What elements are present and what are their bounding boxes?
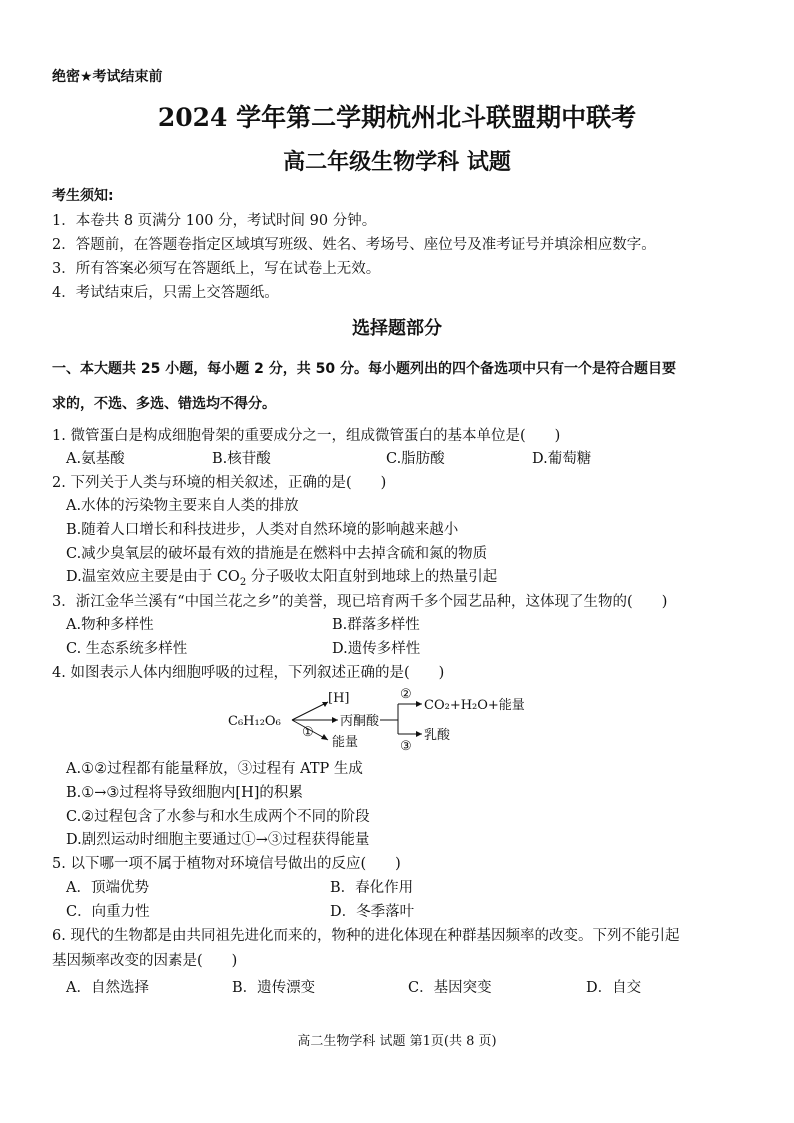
aerobic-product-label: CO₂+H₂O+能量 — [424, 698, 525, 713]
q3-option-d: D.遗传多样性 — [332, 641, 421, 657]
notice-item: 1．本卷共 8 页满分 100 分，考试时间 90 分钟。 — [52, 213, 377, 229]
q5-option-d: D．冬季落叶 — [330, 904, 415, 920]
q5-option-b: B．春化作用 — [330, 880, 414, 896]
h-label: [H] — [328, 691, 350, 706]
arrowhead — [416, 701, 422, 707]
q3-option-b: B.群落多样性 — [332, 617, 420, 633]
pyruvate-label: 丙酮酸 — [340, 714, 380, 729]
q5-option-c: C．向重力性 — [66, 904, 150, 920]
process-1-label: ① — [302, 725, 314, 740]
q2-option-a: A.水体的污染物主要来自人类的排放 — [66, 498, 299, 514]
process-3-label: ③ — [400, 739, 412, 752]
q2-option-b: B.随着人口增长和科技进步，人类对自然环境的影响越来越小 — [66, 522, 459, 538]
notice-heading: 考生须知: — [52, 188, 114, 204]
question-2-stem: 2. 下列关于人类与环境的相关叙述，正确的是( ) — [52, 475, 387, 491]
process-2-label: ② — [400, 688, 412, 702]
notice-item: 3．所有答案必须写在答题纸上，写在试卷上无效。 — [52, 261, 381, 277]
q6-option-b: B．遗传漂变 — [232, 980, 316, 996]
question-4-stem: 4. 如图表示人体内细胞呼吸的过程，下列叙述正确的是( ) — [52, 665, 445, 681]
respiration-diagram — [228, 688, 568, 752]
q6-option-c: C．基因突变 — [408, 980, 492, 996]
question-6-stem: 6. 现代的生物都是由共同祖先进化而来的，物种的进化体现在种群基因频率的改变。下列不能引起 — [52, 928, 680, 944]
arrowhead — [332, 717, 338, 723]
q1-option-b: B.核苷酸 — [212, 451, 271, 467]
arrow-to-h — [292, 702, 328, 720]
arrowhead — [416, 731, 422, 737]
q3-option-a: A.物种多样性 — [66, 617, 154, 633]
q4-option-c: C.②过程包含了水参与和水生成两个不同的阶段 — [66, 809, 370, 825]
section-instruction: 一、本大题共 25 小题，每小题 2 分，共 50 分。每小题列出的四个备选项中只有一个是符合题目要 — [52, 361, 676, 377]
glucose-label: C₆H₁₂O₆ — [228, 714, 281, 729]
notice-item: 2．答题前，在答题卷指定区域填写班级、姓名、考场号、座位号及准考证号并填涂相应数字。 — [52, 237, 656, 253]
exam-title: 2024 学年第二学期杭州北斗联盟期中联考 — [157, 103, 637, 132]
section-instruction: 求的，不选、多选、错选均不得分。 — [52, 396, 276, 412]
question-3-stem: 3．浙江金华兰溪有“中国兰花之乡”的美誉，现已培育两千多个园艺品种，这体现了生物的( ) — [52, 594, 668, 610]
notice-item: 4．考试结束后，只需上交答题纸。 — [52, 285, 279, 301]
question-1-stem: 1. 微管蛋白是构成细胞骨架的重要成分之一，组成微管蛋白的基本单位是( ) — [52, 428, 561, 444]
q4-option-b: B.①→③过程将导致细胞内[H]的积累 — [66, 785, 303, 801]
q1-option-d: D.葡萄糖 — [532, 451, 592, 467]
q2-option-d: D.温室效应主要是由于 $CO_2$ 分子吸收太阳直射到地球上的热量引起 — [66, 569, 498, 588]
energy-label: 能量 — [332, 735, 359, 750]
q6-option-d: D．自交 — [586, 980, 642, 996]
section-title: 选择题部分 — [352, 318, 442, 339]
secret-label: 绝密★考试结束前 — [52, 69, 163, 85]
q3-option-c: C. 生态系统多样性 — [66, 641, 188, 657]
q5-option-a: A．顶端优势 — [66, 880, 149, 896]
q4-option-d: D.剧烈运动时细胞主要通过①→③过程获得能量 — [66, 832, 370, 848]
q2-option-c: C.减少臭氧层的破坏最有效的措施是在燃料中去掉含硫和氮的物质 — [66, 546, 488, 562]
q4-option-a: A.①②过程都有能量释放，③过程有 ATP 生成 — [66, 761, 363, 777]
q6-option-a: A．自然选择 — [66, 980, 149, 996]
lactate-label: 乳酸 — [424, 728, 451, 743]
q1-option-c: C.脂肪酸 — [386, 451, 445, 467]
page-footer: 高二生物学科 试题 第1页(共 8 页) — [297, 1034, 497, 1049]
q1-option-a: A.氨基酸 — [66, 451, 125, 467]
question-5-stem: 5. 以下哪一项不属于植物对环境信号做出的反应( ) — [52, 856, 401, 872]
exam-subtitle: 高二年级生物学科 试题 — [283, 149, 511, 175]
question-6-stem-cont: 基因频率改变的因素是( ) — [52, 953, 238, 969]
